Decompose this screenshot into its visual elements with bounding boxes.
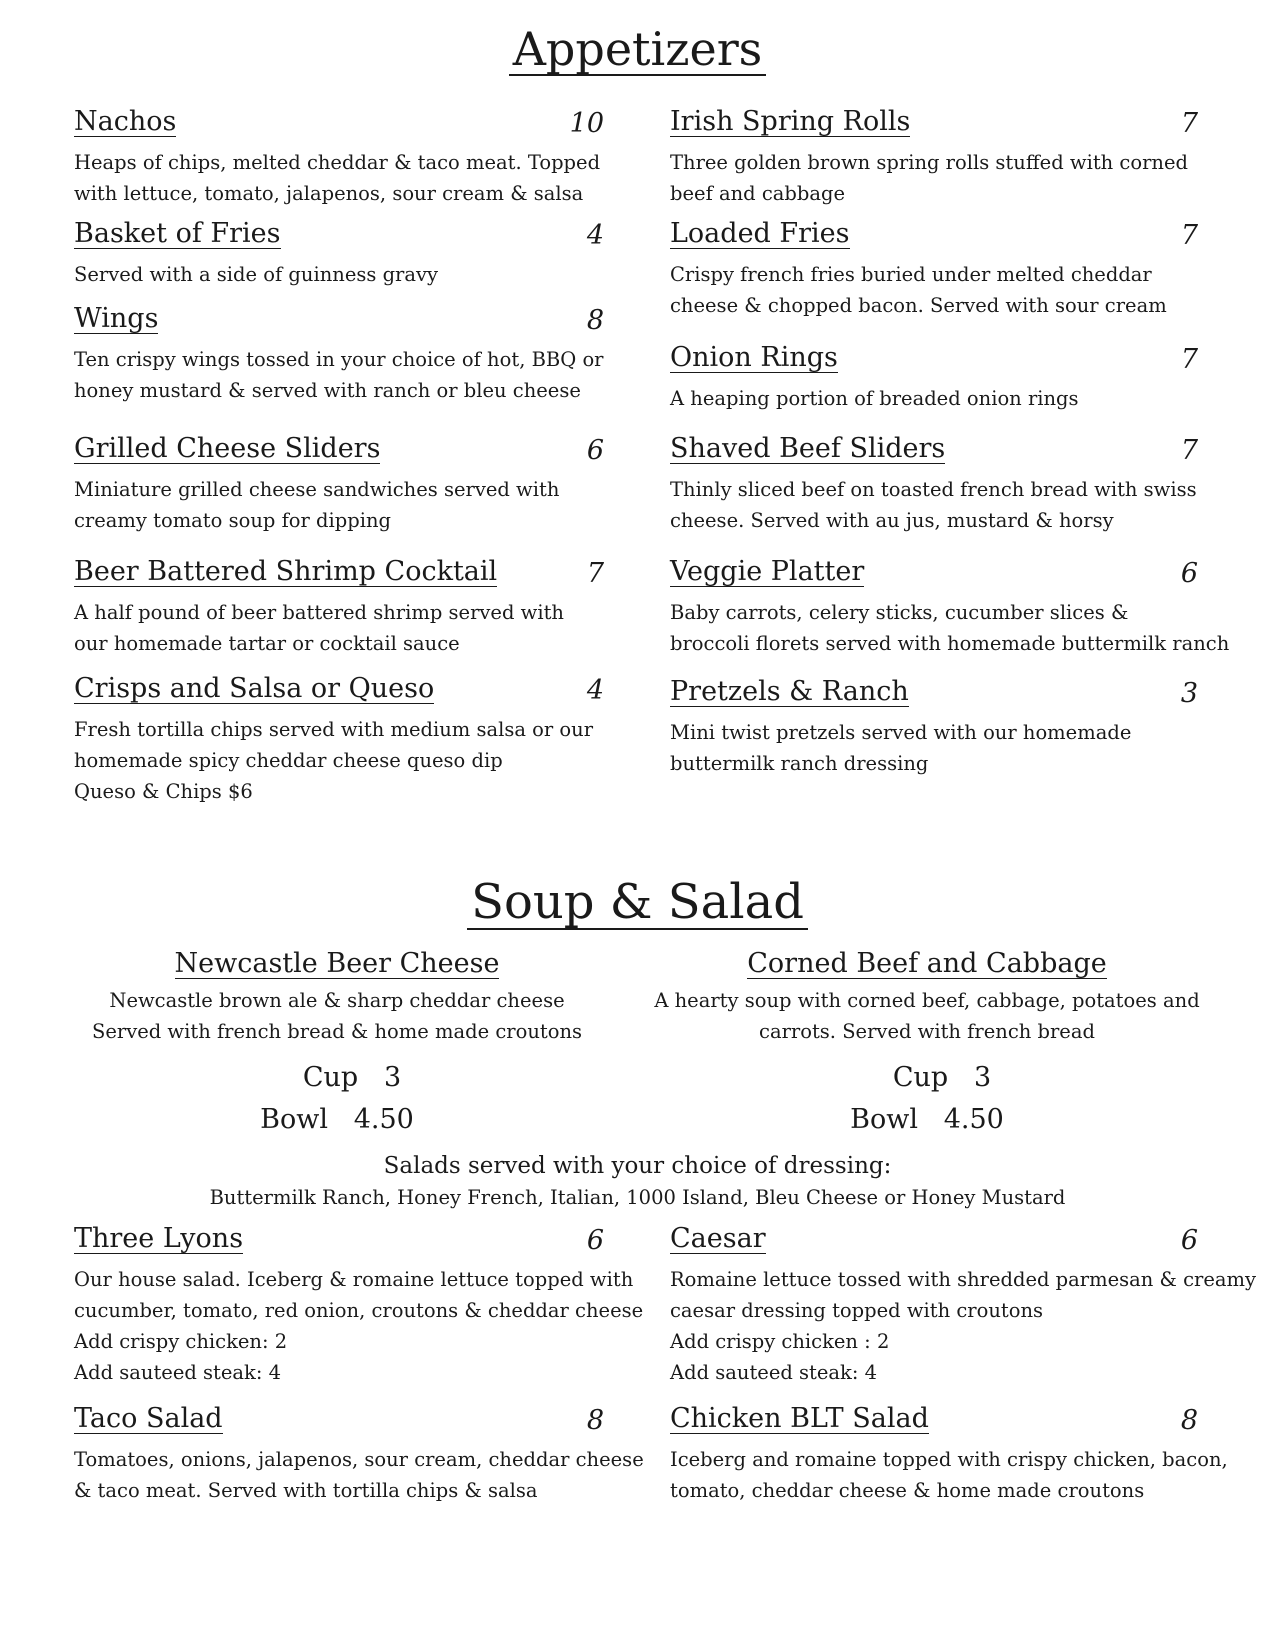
appetizer-item <box>74 305 604 406</box>
appetizer-item-description <box>670 259 1198 321</box>
soup-description <box>647 985 1207 1047</box>
description-line: tomato, cheddar cheese & home made croutons <box>670 1479 1145 1502</box>
appetizer-item-header <box>670 344 1198 378</box>
description-line: cheese & chopped bacon. Served with sour cream <box>670 294 1167 317</box>
appetizer-item-description <box>670 474 1198 536</box>
appetizer-item-header <box>74 305 604 339</box>
soup-name-row <box>647 950 1207 979</box>
description-line: Fresh tortilla chips served with medium salsa or our <box>74 718 594 741</box>
appetizer-item-description <box>74 344 604 406</box>
description-line: our homemade tartar or cocktail sauce <box>74 632 460 655</box>
description-line: caesar dressing topped with croutons <box>670 1299 1044 1322</box>
appetizer-item-name: Wings <box>74 303 159 334</box>
appetizer-item-description <box>670 383 1198 414</box>
appetizer-item-name: Irish Spring Rolls <box>670 106 911 137</box>
appetizer-item-price: 7 <box>586 558 604 589</box>
appetizer-item-price: 7 <box>1180 344 1198 375</box>
appetizer-item-price: 6 <box>586 435 604 466</box>
description-line: Thinly sliced beef on toasted french bread with swiss <box>670 478 1197 501</box>
soup-salad-heading-text: Soup & Salad <box>467 877 808 930</box>
salad-item-header <box>74 1405 604 1439</box>
salad-item-price: 8 <box>1180 1405 1198 1436</box>
salad-item-name: Three Lyons <box>74 1223 244 1254</box>
description-line: Add sauteed steak: 4 <box>670 1361 878 1384</box>
description-line: creamy tomato soup for dipping <box>74 509 392 532</box>
description-line: broccoli florets served with homemade buttermilk ranch <box>670 632 1230 655</box>
description-line: Tomatoes, onions, jalapenos, sour cream, cheddar cheese <box>74 1448 644 1471</box>
appetizer-item-description <box>670 597 1230 659</box>
soup-salad-heading <box>0 874 1275 930</box>
description-line: Baby carrots, celery sticks, cucumber slices & <box>670 601 1129 624</box>
appetizer-item-name: Grilled Cheese Sliders <box>74 433 381 464</box>
appetizer-item <box>670 220 1198 321</box>
appetizer-item-header <box>74 558 604 592</box>
description-line: Iceberg and romaine topped with crispy chicken, bacon, <box>670 1448 1228 1471</box>
description-line: Add crispy chicken: 2 <box>74 1330 288 1353</box>
salad-item <box>670 1403 1228 1506</box>
description-line: Crispy french fries buried under melted cheddar <box>670 263 1152 286</box>
description-line: buttermilk ranch dressing <box>670 752 929 775</box>
appetizer-item-price: 4 <box>586 220 604 251</box>
salad-item-header <box>74 1225 604 1259</box>
soup-item <box>647 950 1207 1141</box>
appetizer-item <box>74 558 604 659</box>
appetizer-item-header <box>74 435 604 469</box>
soup-item <box>57 950 617 1141</box>
appetizer-item-description <box>74 474 604 536</box>
salad-item-price: 6 <box>586 1225 604 1256</box>
soup-description <box>57 985 617 1047</box>
appetizer-item-header <box>74 108 604 142</box>
dressing-heading: Salads served with your choice of dressing: <box>383 1153 892 1179</box>
soup-sizes <box>57 1057 617 1141</box>
description-line: Miniature grilled cheese sandwiches served with <box>74 478 560 501</box>
salad-item-price: 6 <box>1180 1225 1198 1256</box>
description-line: Served with french bread & home made croutons <box>91 1020 583 1044</box>
description-line: beef and cabbage <box>670 182 846 205</box>
appetizer-item-header <box>670 558 1198 592</box>
cup-price: Cup 3 <box>892 1062 992 1094</box>
appetizer-item-price: 6 <box>1180 558 1198 589</box>
salad-item-description <box>670 1264 1257 1388</box>
appetizer-item-name: Veggie Platter <box>670 556 865 587</box>
appetizer-item-price: 4 <box>586 675 604 706</box>
bowl-price: Bowl 4.50 <box>260 1104 414 1136</box>
appetizer-item <box>670 435 1198 536</box>
appetizer-item-name: Nachos <box>74 106 177 137</box>
appetizer-item <box>74 435 604 536</box>
description-line: with lettuce, tomato, jalapenos, sour cream & salsa <box>74 182 584 205</box>
salad-item-name: Caesar <box>670 1223 766 1254</box>
appetizer-item-description <box>74 147 604 209</box>
appetizer-item-description <box>670 717 1198 779</box>
description-line: A hearty soup with corned beef, cabbage, potatoes and <box>654 989 1200 1013</box>
bowl-price: Bowl 4.50 <box>850 1104 1004 1136</box>
appetizer-item-header <box>670 108 1198 142</box>
appetizer-item <box>74 675 604 807</box>
salad-item-description <box>74 1444 644 1506</box>
appetizer-item <box>670 556 1230 659</box>
salad-item <box>74 1403 644 1506</box>
description-line: Our house salad. Iceberg & romaine lettuce topped with <box>74 1268 634 1291</box>
salad-item-price: 8 <box>586 1405 604 1436</box>
appetizer-item-header <box>670 435 1198 469</box>
description-line: Heaps of chips, melted cheddar & taco meat. Topped <box>74 151 601 174</box>
appetizer-item <box>670 678 1198 779</box>
salad-item-name: Chicken BLT Salad <box>670 1403 929 1434</box>
description-line: A heaping portion of breaded onion rings <box>670 387 1079 410</box>
appetizer-item-name: Onion Rings <box>670 342 838 373</box>
description-line: cheese. Served with au jus, mustard & horsy <box>670 509 1114 532</box>
appetizer-item-header <box>670 678 1198 712</box>
appetizers-heading-text: Appetizers <box>509 25 767 76</box>
appetizer-item-name: Beer Battered Shrimp Cocktail <box>74 556 498 587</box>
dressing-note <box>0 1150 1275 1213</box>
appetizer-item <box>670 108 1198 209</box>
salad-item <box>74 1223 644 1388</box>
salad-item-name: Taco Salad <box>74 1403 223 1434</box>
soup-name: Corned Beef and Cabbage <box>747 948 1107 979</box>
description-line: carrots. Served with french bread <box>759 1020 1095 1044</box>
appetizer-item-description <box>74 597 604 659</box>
description-line: Queso & Chips $6 <box>74 780 253 803</box>
description-line: cucumber, tomato, red onion, croutons & cheddar cheese <box>74 1299 644 1322</box>
appetizer-item-name: Shaved Beef Sliders <box>670 433 946 464</box>
appetizer-item <box>74 108 604 209</box>
appetizer-item-name: Crisps and Salsa or Queso <box>74 673 435 704</box>
appetizer-item-price: 8 <box>586 305 604 336</box>
description-line: Add crispy chicken : 2 <box>670 1330 890 1353</box>
appetizer-item-price: 7 <box>1180 220 1198 251</box>
soup-sizes <box>647 1057 1207 1141</box>
appetizer-item-description <box>670 147 1198 209</box>
dressing-list: Buttermilk Ranch, Honey French, Italian, 1000 Island, Bleu Cheese or Honey Mustard <box>209 1186 1066 1209</box>
appetizer-item-name: Basket of Fries <box>74 218 281 249</box>
appetizer-item-header <box>74 675 604 709</box>
description-line: honey mustard & served with ranch or bleu cheese <box>74 379 581 402</box>
appetizer-item-price: 10 <box>569 108 604 139</box>
salad-item <box>670 1223 1257 1388</box>
appetizer-item-header <box>670 220 1198 254</box>
appetizer-item <box>670 344 1198 414</box>
description-line: Romaine lettuce tossed with shredded parmesan & creamy <box>670 1268 1257 1291</box>
salad-item-header <box>670 1225 1198 1259</box>
appetizer-item-name: Loaded Fries <box>670 218 850 249</box>
appetizers-heading <box>0 22 1275 76</box>
appetizer-item-description <box>74 259 604 290</box>
appetizer-item-price: 7 <box>1180 108 1198 139</box>
appetizer-item-name: Pretzels & Ranch <box>670 676 909 707</box>
description-line: Served with a side of guinness gravy <box>74 263 439 286</box>
cup-price: Cup 3 <box>302 1062 402 1094</box>
soup-name: Newcastle Beer Cheese <box>174 948 500 979</box>
appetizer-item-header <box>74 220 604 254</box>
soup-name-row <box>57 950 617 979</box>
description-line: Mini twist pretzels served with our homemade <box>670 721 1132 744</box>
appetizer-item <box>74 220 604 290</box>
description-line: homemade spicy cheddar cheese queso dip <box>74 749 503 772</box>
description-line: Three golden brown spring rolls stuffed with corned <box>670 151 1188 174</box>
salad-item-description <box>670 1444 1228 1506</box>
description-line: & taco meat. Served with tortilla chips & salsa <box>74 1479 538 1502</box>
description-line: Newcastle brown ale & sharp cheddar cheese <box>109 989 565 1013</box>
salad-item-description <box>74 1264 644 1388</box>
salad-item-header <box>670 1405 1198 1439</box>
appetizer-item-price: 3 <box>1180 678 1198 709</box>
description-line: Ten crispy wings tossed in your choice of hot, BBQ or <box>74 348 604 371</box>
description-line: Add sauteed steak: 4 <box>74 1361 282 1384</box>
appetizer-item-price: 7 <box>1180 435 1198 466</box>
appetizer-item-description <box>74 714 604 807</box>
description-line: A half pound of beer battered shrimp served with <box>74 601 564 624</box>
